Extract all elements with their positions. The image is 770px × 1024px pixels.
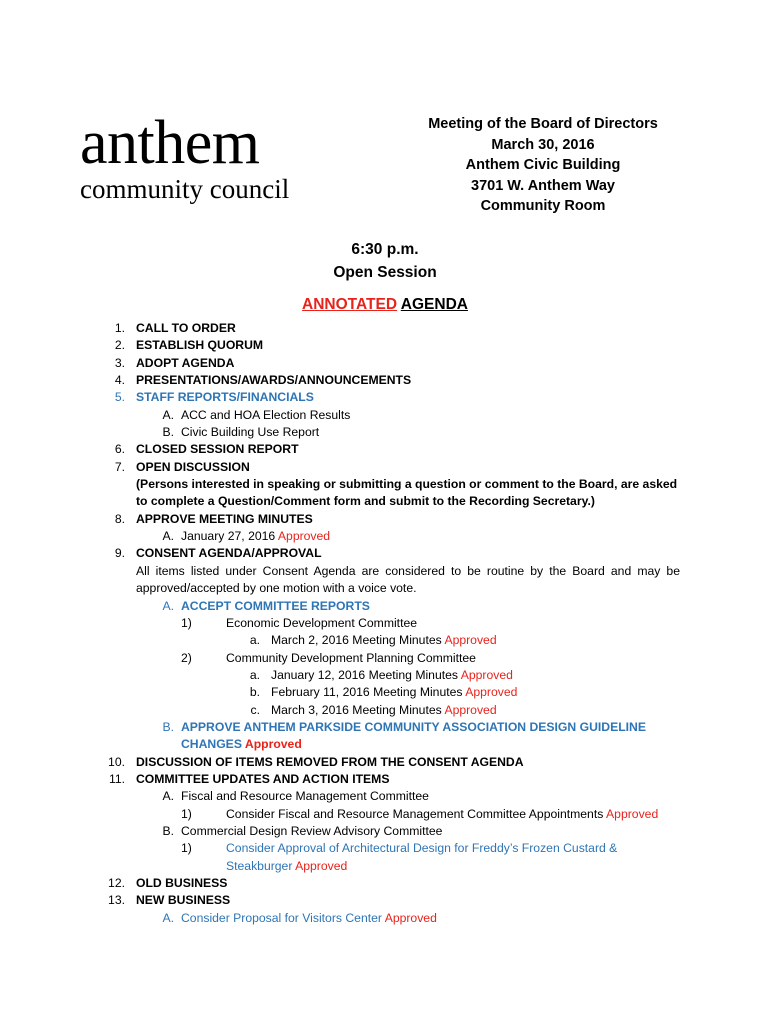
item-title: ADOPT AGENDA <box>136 355 235 370</box>
approved-status: Approved <box>244 737 302 752</box>
agenda-subitem <box>0 598 770 615</box>
consent-agenda-note: All items listed under Consent Agenda are considered to be routine by the Board and may be approved/accepted by one motion with a voice vote. <box>136 563 680 596</box>
agenda-subitem <box>0 719 770 754</box>
item-title: CLOSED SESSION REPORT <box>136 442 299 457</box>
session-time: 6:30 p.m. <box>351 241 419 258</box>
committee-row <box>0 840 770 875</box>
meeting-title: Meeting of the Board of Directors <box>428 116 658 132</box>
committee-number: 2) <box>181 650 192 665</box>
subitem-letter: B. <box>162 425 174 440</box>
session-name: Open Session <box>333 264 437 281</box>
subitem-text: January 27, 2016 <box>181 529 276 544</box>
subitem-text: Civic Building Use Report <box>181 425 320 440</box>
item-title: COMMITTEE UPDATES AND ACTION ITEMS <box>136 771 390 786</box>
item-title: DISCUSSION OF ITEMS REMOVED FROM THE CONSENT AGENDA <box>136 754 524 769</box>
subitem-letter: A. <box>162 789 174 804</box>
subitem-content <box>181 910 437 927</box>
approved-status: Approved <box>444 702 497 717</box>
subitem-text: Commercial Design Review Advisory Committee <box>181 823 443 838</box>
subitem-link[interactable]: Consider Proposal for Visitors Center <box>181 910 382 925</box>
agenda-item <box>0 441 770 458</box>
minutes-text: March 3, 2016 Meeting Minutes <box>271 702 442 717</box>
committee-row <box>0 650 770 667</box>
committee-row <box>0 615 770 632</box>
agenda-title-agenda: AGENDA <box>400 296 468 313</box>
item-number: 1. <box>114 321 125 335</box>
subitem-text: ACC and HOA Election Results <box>181 407 351 422</box>
item-title: OPEN DISCUSSION <box>136 459 250 474</box>
approved-status: Approved <box>444 633 497 648</box>
item-title: CONSENT AGENDA/APPROVAL <box>136 546 322 561</box>
agenda-note <box>0 563 770 598</box>
minutes-content <box>271 632 497 649</box>
item-number: 5. <box>114 390 125 405</box>
subitem-content <box>181 528 330 545</box>
committee-row <box>0 806 770 823</box>
agenda-subitem <box>0 910 770 927</box>
item-number: 2. <box>114 338 125 353</box>
minutes-row <box>0 632 770 649</box>
minutes-row <box>0 702 770 719</box>
agenda-list <box>0 320 770 927</box>
subitem-letter: A. <box>162 910 174 925</box>
minutes-letter: b. <box>249 685 260 700</box>
agenda-item <box>0 875 770 892</box>
committee-number: 1) <box>181 806 192 821</box>
logo-main-text: anthem <box>80 109 260 177</box>
subitem-letter: B. <box>162 823 174 838</box>
minutes-text: March 2, 2016 Meeting Minutes <box>271 633 442 648</box>
committee-link[interactable]: Consider Approval of Architectural Design for Freddy’s Frozen Custard & Steakburger <box>226 841 618 873</box>
agenda-item <box>0 511 770 528</box>
approved-status: Approved <box>295 858 348 873</box>
session-info <box>0 238 770 284</box>
item-title-link[interactable]: STAFF REPORTS/FINANCIALS <box>136 390 314 405</box>
meeting-info <box>400 114 686 217</box>
approved-status: Approved <box>460 667 513 682</box>
minutes-content <box>271 702 497 719</box>
committee-number: 1) <box>181 841 192 856</box>
meeting-address: 3701 W. Anthem Way <box>471 177 615 194</box>
agenda-item <box>0 545 770 562</box>
agenda-item <box>0 892 770 909</box>
item-number: 4. <box>114 373 125 388</box>
item-title: NEW BUSINESS <box>136 893 231 908</box>
committee-content <box>226 806 658 823</box>
minutes-content <box>271 684 517 701</box>
subitem-letter: B. <box>162 719 174 734</box>
minutes-text: February 11, 2016 Meeting Minutes <box>271 685 463 700</box>
minutes-letter: c. <box>250 702 260 717</box>
approved-status: Approved <box>465 685 518 700</box>
agenda-item <box>0 771 770 788</box>
subitem-letter: A. <box>162 598 174 613</box>
agenda-item <box>0 372 770 389</box>
agenda-item <box>0 355 770 372</box>
item-number: 11. <box>108 771 125 786</box>
item-number: 6. <box>114 442 125 457</box>
item-title: ESTABLISH QUORUM <box>136 338 264 353</box>
item-number: 7. <box>114 459 125 474</box>
agenda-item <box>0 337 770 354</box>
agenda-item <box>0 459 770 476</box>
minutes-letter: a. <box>249 667 260 682</box>
approved-status: Approved <box>606 806 659 821</box>
agenda-title <box>0 294 770 316</box>
subitem-content <box>181 719 680 754</box>
committee-name: Community Development Planning Committee <box>226 650 476 665</box>
minutes-letter: a. <box>249 633 260 648</box>
agenda-subitem <box>0 528 770 545</box>
open-discussion-note: (Persons interested in speaking or submitting a question or comment to the Board, are asked to complete a Question/Comment form and submit to the Recording Secretary.) <box>136 477 678 509</box>
approved-status: Approved <box>384 910 437 925</box>
item-number: 12. <box>108 876 125 890</box>
minutes-row <box>0 684 770 701</box>
item-number: 8. <box>114 511 125 526</box>
meeting-room: Community Room <box>480 198 606 214</box>
approved-status: Approved <box>277 529 331 544</box>
subitem-letter: A. <box>162 407 174 422</box>
subitem-text: Fiscal and Resource Management Committee <box>181 789 429 804</box>
logo <box>80 109 290 204</box>
meeting-date: March 30, 2016 <box>491 136 595 153</box>
subitem-link[interactable]: ACCEPT COMMITTEE REPORTS <box>181 598 370 613</box>
subitem-link[interactable]: APPROVE ANTHEM PARKSIDE COMMUNITY ASSOCIATION DESIGN GUIDELINE CHANGES <box>181 719 646 752</box>
item-title: OLD BUSINESS <box>136 876 228 890</box>
item-number: 9. <box>114 546 125 561</box>
agenda-title-annotated: ANNOTATED <box>302 296 398 313</box>
agenda-subitem <box>0 407 770 424</box>
logo-sub-text: community council <box>80 174 290 204</box>
minutes-row <box>0 667 770 684</box>
agenda-subitem <box>0 424 770 441</box>
committee-text: Consider Fiscal and Resource Management Committee Appointments <box>226 806 604 821</box>
meeting-building: Anthem Civic Building <box>465 157 621 173</box>
committee-number: 1) <box>181 615 192 630</box>
agenda-item <box>0 754 770 771</box>
agenda-item <box>0 389 770 406</box>
committee-name: Economic Development Committee <box>226 615 418 630</box>
item-title: APPROVE MEETING MINUTES <box>136 511 313 526</box>
agenda-note <box>0 476 770 511</box>
item-title: PRESENTATIONS/AWARDS/ANNOUNCEMENTS <box>136 373 412 388</box>
item-number: 13. <box>108 893 125 908</box>
minutes-text: January 12, 2016 Meeting Minutes <box>271 667 458 682</box>
subitem-letter: A. <box>162 529 174 544</box>
minutes-content <box>271 667 513 684</box>
committee-content <box>226 840 680 875</box>
item-number: 10. <box>108 754 125 769</box>
agenda-subitem <box>0 788 770 805</box>
agenda-item <box>0 320 770 337</box>
item-number: 3. <box>114 355 125 370</box>
agenda-subitem <box>0 823 770 840</box>
item-title: CALL TO ORDER <box>136 321 236 335</box>
